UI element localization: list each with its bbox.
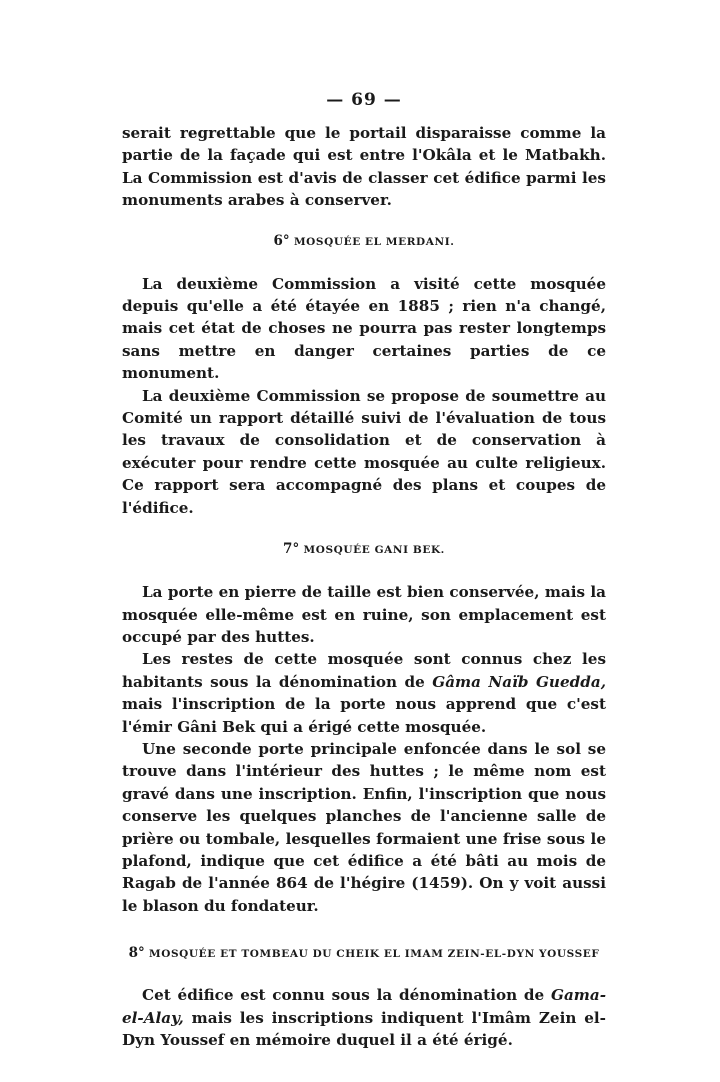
paragraph: La porte en pierre de taille est bien conservée, mais la mosquée elle-même est en ruine, son emplacement est occupé par des huttes.	[122, 583, 606, 646]
document-page	[122, 90, 606, 1051]
paragraph-text: mais l'inscription de la porte nous apprend que c'est l'émir Gâni Bek qui a érigé cette mosquée.	[122, 695, 606, 736]
page-number: — 69 —	[326, 90, 402, 110]
section-heading-merdani	[122, 233, 606, 249]
italic-name: Gâma Naïb Guedda,	[432, 672, 606, 691]
section-number: 8°	[128, 945, 145, 962]
paragraph	[122, 984, 606, 1051]
paragraph: La deuxième Commission se propose de soumettre au Comité un rapport détaillé suivi de l'évaluation de tous les travaux de consolidation et de conservation à exécuter pour rendre cette mosquée au culte religieux. Ce rapport sera accompagné des plans et coupes de l'édifice.	[122, 386, 606, 517]
section-number: 7°	[283, 541, 300, 558]
paragraph: La deuxième Commission a visité cette mosquée depuis qu'elle a été étayée en 1885 ; rien n'a changé, mais cet état de choses ne pourra pas rester longtemps sans mettre en danger certaines parties de ce monument.	[122, 274, 606, 383]
section-number: 6°	[273, 232, 290, 249]
paragraph-text: Les restes de cette mosquée sont connus chez les habitants sous la dénomination de	[122, 650, 606, 691]
section-title: MOSQUÉE GANI BEK.	[303, 544, 445, 557]
paragraph: Une seconde porte principale enfoncée dans le sol se trouve dans l'intérieur des huttes ; le même nom est gravé dans une inscription. Enfin, l'inscription que nous conserve les quelques planches de l'ancienne salle de prière ou tombale, lesquelles formaient une frise sous le plafond, indique que cet édifice a été bâti au mois de Ragab de l'année 864 de l'hégire (1459). On y voit aussi le blason du fondateur.	[122, 739, 606, 915]
paragraph	[122, 648, 606, 738]
section-title: MOSQUÉE EL MERDANI.	[293, 235, 455, 248]
paragraph-text: Cet édifice est connu sous la dénomination de	[142, 986, 551, 1005]
section-heading-zein-el-dyn	[122, 945, 606, 961]
paragraph-text: mais les inscriptions indiquent l'Imâm Zein el-Dyn Youssef en mémoire duquel il a été érigé.	[122, 1008, 606, 1049]
section-title: MOSQUÉE ET TOMBEAU DU CHEIK EL IMAM ZEIN-EL-DYN YOUSSEF	[148, 948, 600, 961]
section-heading-gani-bek	[122, 541, 606, 557]
intro-paragraph: serait regrettable que le portail disparaisse comme la partie de la façade qui est entre l'Okâla et le Matbakh. La Commission est d'avis de classer cet édifice parmi les monuments arabes à conserver.	[122, 124, 606, 210]
italic-name: Gama-el-Alay,	[122, 986, 606, 1027]
